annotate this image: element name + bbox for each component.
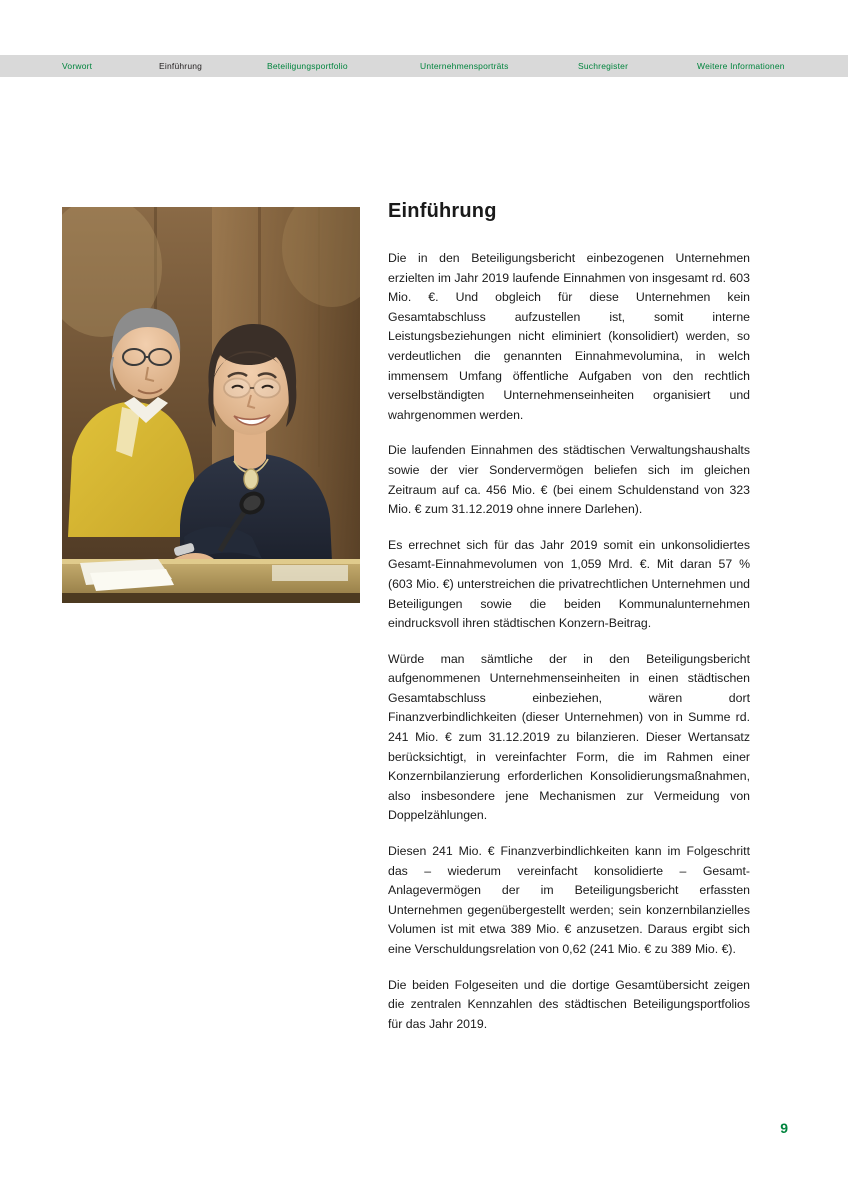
body-paragraph: Diesen 241 Mio. € Finanzverbindlichkeiten kann im Folgeschritt das – wiederum vereinfacht konsolidierte – Gesamt-Anlagevermögen der im Beteiligungsbericht erfassten Unternehmen gegenübergestellt werden; sein konzernbilanzielles Volumen ist mit etwa 389 Mio. € anzusetzen. Daraus ergibt sich eine Verschuldungsrelation von 0,62 (241 Mio. € zu 389 Mio. €). xyxy=(388,844,750,956)
nav-item-suchregister[interactable]: Suchregister xyxy=(578,61,629,71)
nav-item-vorwort[interactable]: Vorwort xyxy=(62,61,93,71)
body-paragraph: Die beiden Folgeseiten und die dortige Gesamtübersicht zeigen die zentralen Kennzahlen des städtischen Beteiligungsportfolios für das Jahr 2019. xyxy=(388,977,750,1031)
body-paragraph: Die laufenden Einnahmen des städtischen Verwaltungshaushalts sowie der vier Sondervermögen beliefen sich im gleichen Zeitraum auf ca. 456 Mio. € (bei einem Schuldenstand von 323 Mio. € zum 31.12.2019 ohne innere Darlehen). xyxy=(388,443,750,517)
nav-item-unternehmensportraets[interactable]: Unternehmensporträts xyxy=(420,61,509,71)
body-paragraph: Die in den Beteiligungsbericht einbezogenen Unternehmen erzielten im Jahr 2019 laufende Einnahmen von insgesamt rd. 603 Mio. €. Und obgleich für diese Unternehmen kein Gesamtabschluss aufzustellen ist, somit interne Leistungsbeziehungen nicht eliminiert (konsolidiert) werden, so verdeutlichen die genannten Einnahmevolumina, in welch immensem Umfang öffentliche Aufgaben von den rechtlich verselbständigten Unternehmenseinheiten organisiert und wahrgenommen werden. xyxy=(388,251,750,422)
top-navigation-bar xyxy=(0,55,848,77)
page-number: 9 xyxy=(780,1120,788,1136)
photo-illustration xyxy=(62,207,360,603)
main-content xyxy=(388,200,750,1034)
nav-item-beteiligungsportfolio[interactable]: Beteiligungsportfolio xyxy=(267,61,348,71)
nav-item-weitere-informationen[interactable]: Weitere Informationen xyxy=(697,61,785,71)
article-photo xyxy=(62,207,360,603)
body-paragraph: Würde man sämtliche der in den Beteiligungsbericht aufgenommenen Unternehmenseinheiten in einen städtischen Gesamtabschluss einbeziehen, wären dort Finanzverbindlichkeiten (dieser Unternehmen) von in Summe rd. 241 Mio. € zum 31.12.2019 zu bilanzieren. Dieser Wertansatz berücksichtigt, in vereinfachter Form, die im Rahmen einer Konzernbilanzierung erforderlichen Konsolidierungsmaßnahmen, also insbesondere jene Mechanismen zur Vermeidung von Doppelzählungen. xyxy=(388,651,750,823)
page-title: Einführung xyxy=(388,200,497,222)
nav-item-einfuehrung[interactable]: Einführung xyxy=(159,61,203,71)
body-paragraph: Es errechnet sich für das Jahr 2019 somit ein unkonsolidiertes Gesamt-Einnahmevolumen von 1,059 Mrd. €. Mit daran 57 % (603 Mio. €) unterstreichen die privatrechtlichen Unternehmen und Beteiligungen sowie die beiden Kommunalunternehmen eindrucksvoll ihren städtischen Konzern-Beitrag. xyxy=(388,537,750,631)
